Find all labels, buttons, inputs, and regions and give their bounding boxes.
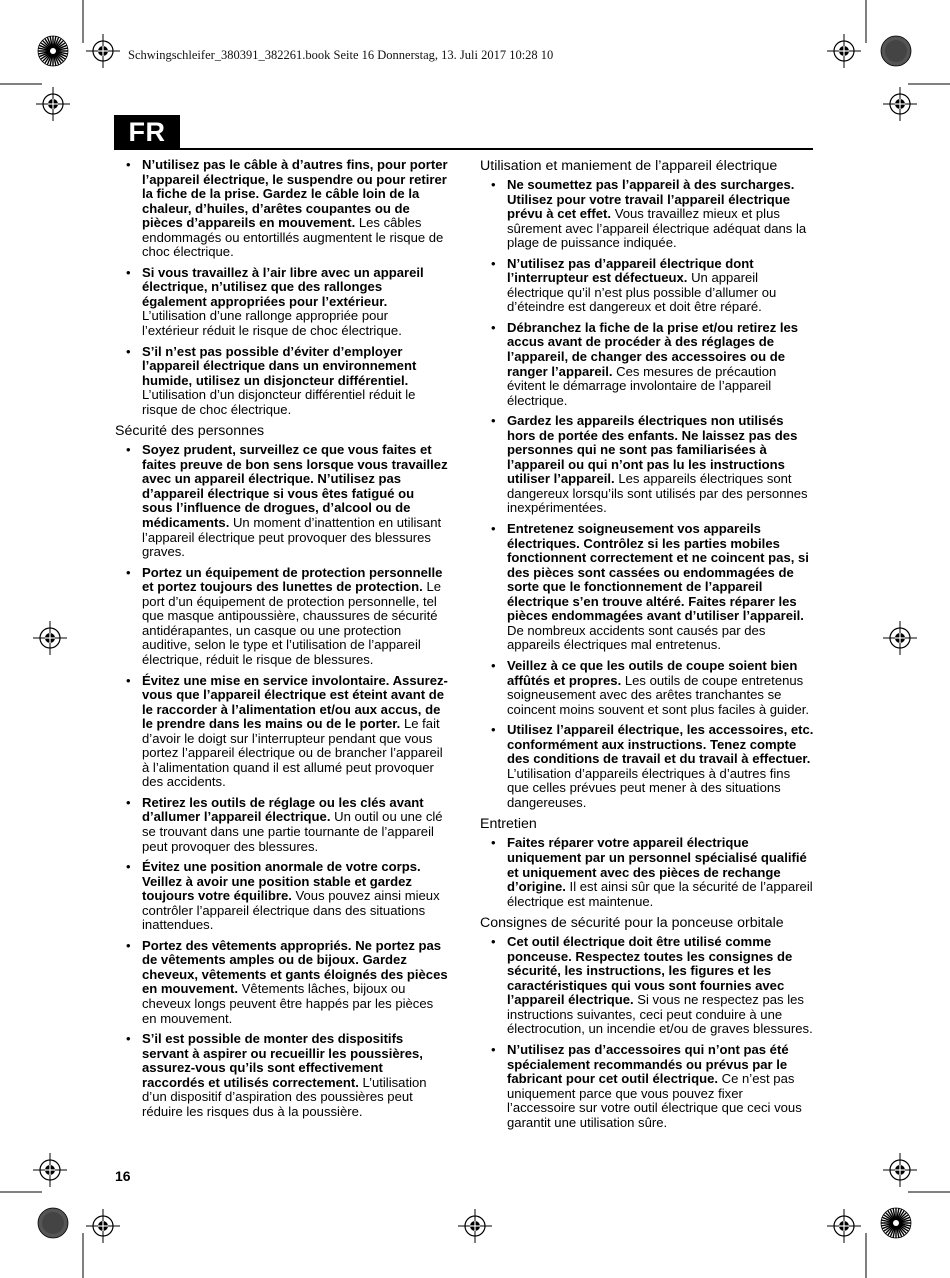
list-item-bold: Portez un équipement de protection personnelle et portez toujours des lunettes de protection. [142,564,443,595]
language-tab: FR [114,115,180,150]
list-item [480,522,814,653]
list-item [115,860,448,933]
list-item-text: Les appareils électriques sont dangereux lorsqu’ils sont utilisés par des personnes inexpérimentées. [507,471,808,516]
list-item [115,674,448,790]
section-heading: Consignes de sécurité pour la ponceuse orbitale [480,915,784,932]
list-item [480,836,814,909]
list-item-text: Si vous ne respectez pas les instructions suivantes, ceci peut conduire à une électrocution, un incendie et/ou de graves blessures. [507,992,813,1037]
list-item [115,1032,448,1119]
list-item-text: L’utilisation d’appareils électriques à d’autres fins que celles prévues peut mener à des situations dangereuses. [507,765,791,810]
list-item-bold: Faites réparer votre appareil électrique uniquement par un personnel spécialisé qualifié et uniquement avec des pièces de rechange d’origine. [507,835,807,895]
list-item-text: Un outil ou une clé se trouvant dans une partie tournante de l’appareil peut provoquer des blessures. [142,809,443,854]
list-item-bold: Si vous travaillez à l’air libre avec un appareil électrique, n’utilisez que des rallonges également appropriées pour l’extérieur. [142,264,424,309]
list-item [480,321,814,408]
list-item-bold: S’il est possible de monter des dispositifs servant à aspirer ou recueillir les poussières, assurez-vous qu’ils sont effectivement raccordés et utilisés correctement. [142,1031,423,1090]
list-item [480,414,814,516]
list-item-text: Il est ainsi sûr que la sécurité de l’appareil électrique est maintenue. [507,879,813,909]
list-item-text: Ces mesures de précaution évitent le démarrage involontaire de l’appareil électrique. [507,363,777,408]
list-item-text: Vous travaillez mieux et plus sûrement avec l’appareil électrique adéquat dans la plage de puissance indiquée. [507,206,807,251]
list-item-text: Les câbles endommagés ou entortillés augmentent le risque de choc électrique. [142,215,444,260]
list-item-bold: Veillez à ce que les outils de coupe soient bien affûtés et propres. [507,657,798,688]
section-heading: Sécurité des personnes [115,423,265,440]
list-item [480,257,814,315]
list-item [115,939,448,1026]
list-item-bold: S’il n’est pas possible d’éviter d’employer l’appareil électrique dans un environnement humide, utilisez un disjoncteur différentiel. [142,343,417,388]
list-item-bold: N’utilisez pas d’accessoires qui n’ont pas été spécialement recommandés ou prévus par le fabricant pour cet outil électrique. [507,1041,789,1087]
section-heading: Entretien [480,816,537,833]
list-item-text: Les outils de coupe entretenus soigneusement avec des arêtes tranchantes se coincent moins souvent et sont plus faciles à guider. [507,672,810,717]
usage-list [480,178,814,810]
page-number: 16 [115,1168,131,1184]
list-item [480,1043,814,1130]
list-item-bold: Évitez une mise en service involontaire. Assurez-vous que l’appareil électrique est éteint avant de le raccorder à l’alimentation et/ou aux accus, de le prendre dans les mains ou de le porter. [142,672,448,732]
list-item-text: Vêtements lâches, bijoux ou cheveux longs peuvent être happés par les pièces en mouvement. [142,981,434,1026]
list-item-bold: Ne soumettez pas l’appareil à des surcharges. Utilisez pour votre travail l’appareil électrique prévu à cet effet. [507,177,795,222]
list-item-bold: Retirez les outils de réglage ou les clés avant d’allumer l’appareil électrique. [142,794,424,825]
list-item-text: De nombreux accidents sont causés par des appareils électriques mal entretenus. [507,622,766,653]
list-item [115,443,448,559]
list-item-bold: Évitez une position anormale de votre corps. Veillez à avoir une position stable et gardez toujours votre équilibre. [142,859,421,904]
sander-safety-list [480,935,814,1130]
list-item-text: Vous pouvez ainsi mieux contrôler l’appareil électrique dans des situations inattendues. [142,888,440,933]
list-item-bold: Cet outil électrique doit être utilisé comme ponceuse. Respectez toutes les consignes de sécurité, les instructions, les figures et les caractéristiques qui vous sont fournies avec l’appareil électrique. [507,934,793,1008]
list-item-bold: Portez des vêtements appropriés. Ne portez pas de vêtements amples ou de bijoux. Gardez cheveux, vêtements et gants éloignés des pièces en mouvement. [142,937,448,997]
list-item-text: Ce n’est pas uniquement parce que vous pouvez fixer l’accessoire sur votre outil électrique que ceci vous garantit une utilisation sûre. [507,1071,802,1130]
list-item-text: Le fait d’avoir le doigt sur l’interrupteur pendant que vous portez l’appareil électrique ou de brancher l’appareil à l’alimentation quand il est allumé peut provoquer des accidents. [142,716,443,790]
list-item-bold: Gardez les appareils électriques non utilisés hors de portée des enfants. Ne laissez pas des personnes qui ne sont pas familiarisées à l’appareil ou qui n’ont pas lu les instructions utiliser l’appareil. [507,413,798,487]
list-item-text: L’utilisation d’une rallonge appropriée pour l’extérieur réduit le risque de choc électrique. [142,308,402,339]
header-rule [180,148,813,150]
list-item [115,266,448,339]
list-item-bold: Utilisez l’appareil électrique, les accessoires, etc. conformément aux instructions. Tenez compte des conditions de travail et du travail à effectuer. [507,722,814,767]
section-heading: Utilisation et maniement de l’appareil électrique [480,158,778,174]
left-column [115,158,448,1125]
list-item-bold: Soyez prudent, surveillez ce que vous faites et faites preuve de bon sens lorsque vous travaillez avec un appareil électrique. N’utilisez pas d’appareil électrique si vous êtes fatigué ou sous l’influence de drogues, d’alcool ou de médicaments. [142,442,448,531]
list-item-text: Un appareil électrique qu’il n’est plus possible d’allumer ou d’éteindre est dangereux et doit être réparé. [507,270,777,315]
personal-safety-list [115,443,448,1119]
list-item-text: L’utilisation d’un dispositif d’aspiration des poussières peut réduire les risques dus à la poussière. [142,1074,427,1119]
list-item [480,178,814,251]
list-item-text: L’utilisation d’un disjoncteur différentiel réduit le risque de choc électrique. [142,387,416,417]
list-item [480,723,814,810]
right-column [480,158,814,1136]
list-item-bold: Débranchez la fiche de la prise et/ou retirez les accus avant de procéder à des réglages de l’appareil, de changer des accessoires ou de ranger l’appareil. [507,319,799,379]
list-item-text: Le port d’un équipement de protection personnelle, tel que masque antipoussière, chaussures de sécurité antidérapantes, un casque ou une protection auditive, selon le type et l’utilisation de l’appareil électrique, réduit le risque de blessures. [142,579,442,667]
list-item [115,566,448,668]
list-item [480,935,814,1037]
list-item-bold: Entretenez soigneusement vos appareils électriques. Contrôlez si les parties mobiles fonctionnent correctement et ne coincent pas, si des pièces sont cassées ou endommagées de sorte que le fonctionnement de l’appareil électrique s’en trouve altéré. Faites réparer les pièces endommagées avant d’utiliser l’appareil. [507,521,809,624]
maintenance-list [480,836,814,909]
list-item [115,345,448,418]
list-item [115,796,448,854]
electrical-safety-list [115,158,448,417]
list-item [480,659,814,717]
list-item-bold: N’utilisez pas d’appareil électrique dont l’interrupteur est défectueux. [507,255,754,286]
print-slug: Schwingschleifer_380391_382261.book Seite 16 Donnerstag, 13. Juli 2017 10:28 10 [128,48,554,62]
list-item-bold: N’utilisez pas le câble à d’autres fins, pour porter l’appareil électrique, le suspendre ou pour retirer la fiche de la prise. Gardez le câble loin de la chaleur, d’huiles, d’arêtes coupantes ou de pièces d’appareils en mouvement. [142,157,448,231]
list-item-text: Un moment d’inattention en utilisant l’appareil électrique peut provoquer des blessures graves. [142,515,442,560]
list-item [115,158,448,260]
